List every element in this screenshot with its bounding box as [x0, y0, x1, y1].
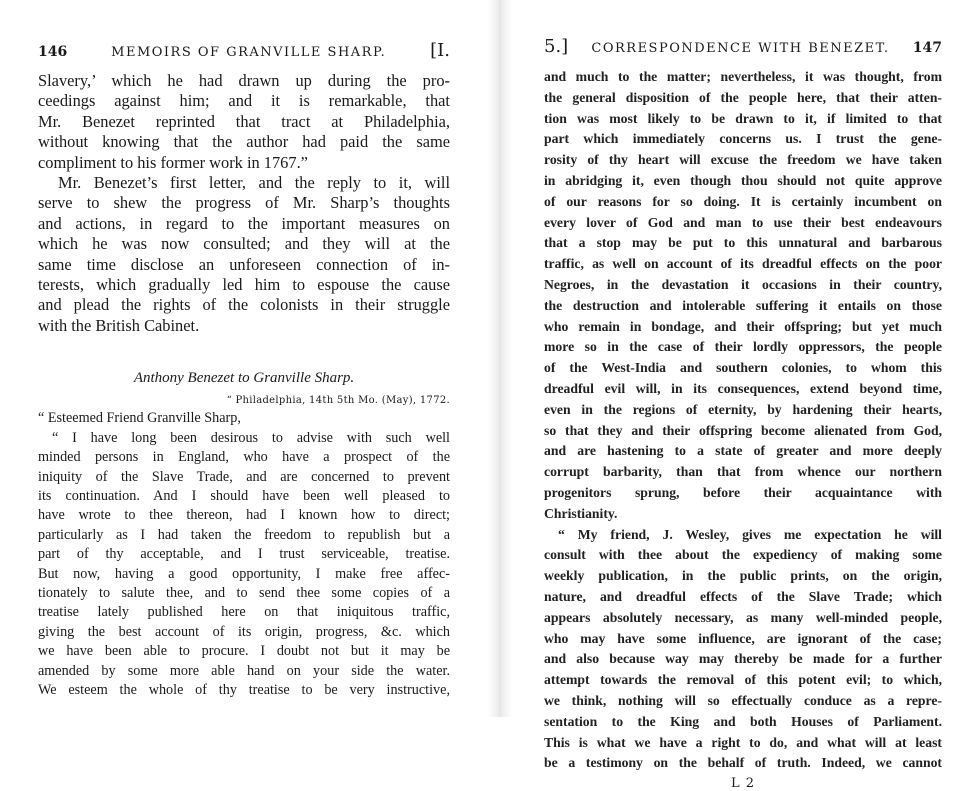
text-line: and plead the rights of the colonists in their struggle: [38, 295, 450, 315]
left-chapter-marker: [I.: [430, 40, 450, 61]
text-line: progenitors sprung, before their acquaintance with: [544, 484, 942, 500]
text-line: rosity of thy heart will excuse the freedom we have taken: [544, 152, 942, 168]
text-line: sentation to the King and both Houses of Parliament.: [544, 713, 942, 729]
text-line: This is what we have a right to do, and what will at least: [544, 734, 942, 750]
text-line: “ My friend, J. Wesley, gives me expectation he will: [558, 526, 942, 542]
text-line: ceedings against him; and it is remarkable, that: [38, 91, 450, 111]
text-line: Mr. Benezet reprinted that tract at Philadelphia,: [38, 111, 450, 131]
left-running-head: MEMOIRS OF GRANVILLE SHARP.: [111, 45, 387, 60]
text-line: who may have some influence, are ignorant of the case;: [544, 630, 942, 646]
text-line: in abridging it, even though thou should not quite approve: [544, 172, 942, 188]
left-running-header: [38, 40, 450, 61]
right-paragraph-1: [544, 67, 942, 525]
text-line: tionately to salute thee, and to send thee some copies of a: [38, 584, 450, 601]
text-line: every lover of God and man to use their best endeavours: [544, 214, 942, 230]
text-line: nature, and dreadful effects of the Slave Trade; which: [544, 588, 942, 604]
left-paragraph-2: [38, 173, 450, 336]
text-line: appears absolutely necessary, as many well-minded people,: [544, 609, 942, 625]
text-line: dreadful evil will, in its consequences, extend beyond time,: [544, 380, 942, 396]
text-line: have wrote to thee thereon, had I known how to direct;: [38, 507, 450, 524]
right-page-number: 147: [912, 40, 942, 56]
text-line: tion was most likely to be drawn to it, if limited to that: [544, 110, 942, 126]
text-line: which he was now consulted; and they will at the: [38, 234, 450, 254]
text-line: its continuation. And I should have been well pleased to: [38, 487, 450, 504]
text-line: and are hastening to a state of greater and more deeply: [544, 443, 942, 459]
text-line: that a stop may be put to this unnatural and barbarous: [544, 235, 942, 251]
right-running-head: CORRESPONDENCE WITH BENEZET.: [591, 41, 890, 56]
text-line: so that they and their offspring become alienated from God,: [544, 422, 942, 438]
text-line: weekly publication, in the public prints, on the origin,: [544, 568, 942, 584]
text-line: and also because way may thereby be made for a further: [544, 651, 942, 667]
text-line: giving the best account of its origin, progress, &c. which: [38, 623, 450, 640]
text-line: attempt towards the removal of this potent evil; to which,: [544, 672, 942, 688]
text-line: iniquity of the Slave Trade, and are concerned to prevent: [38, 468, 450, 485]
text-line: Christianity.: [544, 505, 618, 521]
text-line: more so in the case of their lordly oppressors, the people: [544, 339, 942, 355]
right-body-text: [544, 67, 942, 774]
text-line: particularly as I had taken the freedom to republish but a: [38, 526, 450, 543]
text-line: of our reasons for so doing. It is certainly incumbent on: [544, 193, 942, 209]
letter-dateline: “ Philadelphia, 14th 5th Mo. (May), 1772.: [226, 395, 450, 407]
text-line: Mr. Benezet’s first letter, and the reply to it, will: [58, 173, 450, 193]
text-line: and much to the matter; nevertheless, it was thought, from: [544, 69, 942, 84]
text-line: be a testimony on the behalf of truth. Indeed, we cannot: [544, 755, 942, 771]
text-line: we have been able to procure. I doubt not but it may be: [38, 643, 450, 660]
right-page: [510, 0, 980, 791]
text-line: compliment to his former work in 1767.”: [38, 152, 308, 172]
text-line: corrupt barbarity, than that from whence our northern: [544, 464, 942, 480]
left-page-number: 146: [38, 44, 68, 60]
text-line: the destruction and intolerable suffering it entails on those: [544, 297, 942, 313]
text-line: with the British Cabinet.: [38, 315, 200, 335]
right-running-header: [544, 36, 942, 57]
text-line: of the West-India and southern colonies, to whom this: [544, 360, 942, 376]
right-paragraph-2: [544, 525, 942, 775]
text-line: consult with thee about the expediency of making some: [544, 547, 942, 563]
book-gutter: [488, 0, 512, 717]
text-line: part of thy acceptable, and I trust serviceable, treatise.: [38, 546, 450, 563]
left-paragraph-1: [38, 71, 450, 173]
text-line: Slavery,’ which he had drawn up during the pro-: [38, 71, 450, 90]
text-line: traffic, as well on account of its dreadful effects on the poor: [544, 256, 942, 272]
text-line: even in the regions of eternity, by hardening their hearts,: [544, 401, 942, 417]
left-page: [0, 0, 490, 717]
text-line: amended by some more able hand on your side the water.: [38, 662, 450, 679]
text-line: “ I have long been desirous to advise with such well: [52, 429, 450, 446]
text-line: serve to shew the progress of Mr. Sharp’s thoughts: [38, 193, 450, 213]
text-line: treatise lately published here on that iniquitous traffic,: [38, 604, 450, 621]
right-chapter-marker: 5.]: [544, 36, 569, 57]
text-line: minded persons in England, who have a prospect of the: [38, 449, 450, 466]
letter-paragraph: [38, 429, 450, 701]
text-line: But now, having a good opportunity, I make free affec-: [38, 565, 450, 582]
text-line: and actions, in regard to the important measures on: [38, 213, 450, 233]
text-line: who remain in bondage, and their offspring; but yet much: [544, 318, 942, 334]
text-line: We esteem the whole of thy treatise to be very instructive,: [38, 681, 450, 698]
text-line: the general disposition of the people here, that their atten-: [544, 89, 942, 105]
text-line: Negroes, in the devastation it occasions in their country,: [544, 276, 942, 292]
letter-body: [38, 409, 450, 700]
text-line: terests, which gradually led him to espouse the cause: [38, 275, 450, 295]
letter-salutation: “ Esteemed Friend Granville Sharp,: [38, 410, 241, 427]
text-line: without knowing that the author had paid the same: [38, 132, 450, 152]
text-line: we think, nothing will so effectually conduce as a repre-: [544, 692, 942, 708]
signature-mark: L 2: [730, 776, 756, 791]
text-line: part which immediately concerns us. I trust the gene-: [544, 131, 942, 147]
text-line: same time disclose an unforeseen connection of in-: [38, 254, 450, 274]
letter-title: Anthony Benezet to Granville Sharp.: [133, 370, 355, 387]
left-body-text: [38, 71, 450, 336]
